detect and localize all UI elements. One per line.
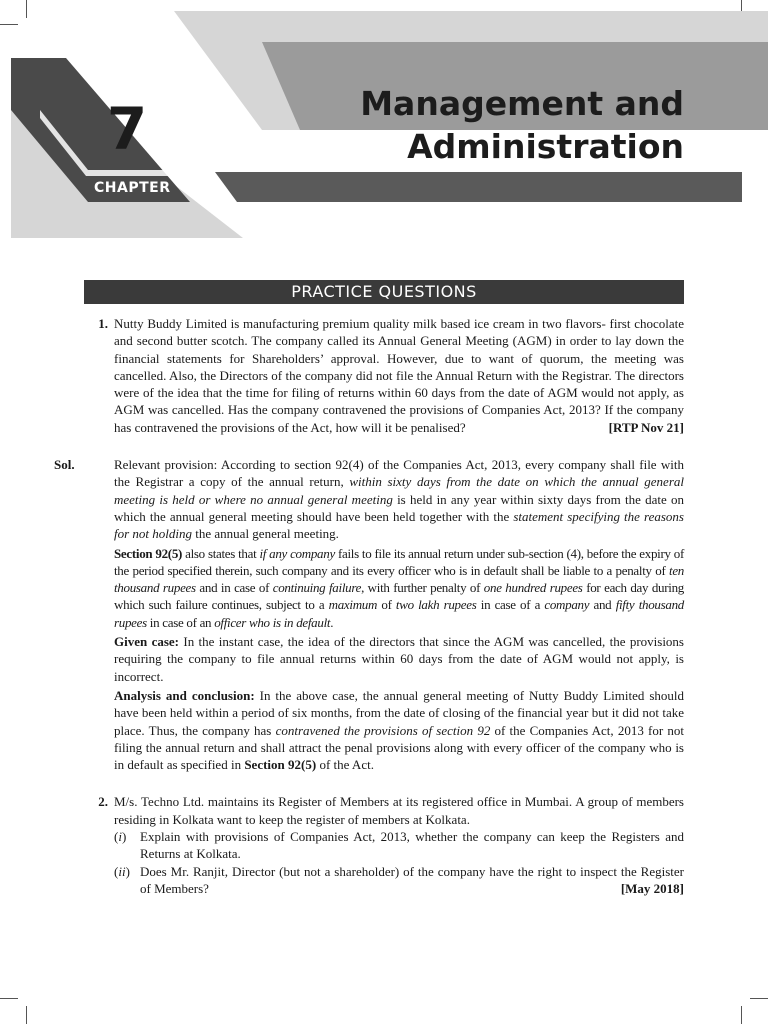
crop-mark [26, 1006, 27, 1024]
sub-question-ii [114, 863, 684, 898]
chapter-title-line1: Management and [360, 84, 684, 123]
sub-question-text: Does Mr. Ranjit, Director (but not a shareholder) of the company have the right to inspect the Register of Members? [140, 863, 684, 896]
solution-1 [54, 456, 685, 773]
question-2 [84, 793, 684, 897]
solution-paragraph: Relevant provision: According to section 92(4) of the Companies Act, 2013, every company shall file with the Registrar a copy of the annual return, within sixty days from the date on which the annual general meeting is held or where no annual general meeting is held in any year within sixty days from the date on which the annual general meeting should have been held together with the statement specifying the reasons for not holding the annual general meeting. [114, 457, 684, 542]
sub-question-number: (ii) [114, 863, 130, 879]
chapter-title [360, 82, 684, 168]
chapter-number: 7 [106, 95, 148, 163]
page-content [54, 315, 685, 897]
crop-mark [0, 998, 18, 999]
question-number: 1. [98, 316, 108, 331]
sub-question-i [114, 828, 684, 863]
crop-mark [741, 1006, 742, 1024]
solution-paragraph: Section 92(5) also states that if any company fails to file its annual return under sub-section (4), before the expiry of the period specified therein, such company and its every officer who is in default shall be liable to a penalty of ten thousand rupees and in case of continuing failure, with further penalty of one hundred rupees for each day during which such failure continues, subject to a maximum of two lakh rupees in case of a company and fifty thousand rupees in case of an officer who is in default. [114, 545, 684, 630]
crop-mark [750, 998, 768, 999]
solution-paragraph: Analysis and conclusion: In the above case, the annual general meeting of Nutty Buddy Limited should have been held within a period of six months, from the date of closing of the financial year but it did not take place. Thus, the company has contravened the provisions of section 92 of the Companies Act, 2013 for not filing the annual return and shall attract the penal provisions along with every officer of the company who is in default as specified in Section 92(5) of the Act. [114, 687, 685, 773]
sub-question-number: (i) [114, 829, 127, 845]
question-reference: [RTP Nov 21] [608, 419, 684, 435]
question-reference: [May 2018] [620, 880, 684, 896]
question-number: 2. [98, 794, 108, 810]
header-band-base [215, 172, 742, 202]
sub-question-text: Explain with provisions of Companies Act, 2013, whether the company can keep the Registers and Returns at Kolkata. [140, 829, 684, 862]
question-1 [84, 315, 684, 436]
chapter-title-line2: Administration [407, 127, 684, 166]
chapter-label: CHAPTER [94, 180, 171, 196]
solution-paragraph: Given case: In the instant case, the idea of the directors that since the AGM was cancelled, the provisions requiring the company to file annual returns within 60 days from the date of AGM would not apply, is incorrect. [114, 634, 684, 684]
solution-label: Sol. [54, 457, 75, 473]
section-heading: PRACTICE QUESTIONS [84, 280, 684, 304]
question-text: M/s. Techno Ltd. maintains its Register of Members at its registered office in Mumbai. A group of members residing in Kolkata want to keep the register of members at Kolkata. [114, 794, 684, 827]
question-text: Nutty Buddy Limited is manufacturing premium quality milk based ice cream in two flavors- first chocolate and second butter scotch. The company called its Annual General Meeting (AGM) in order to lay down the financial statements for Shareholders’ approval. However, due to want of quorum, the meeting was cancelled. Also, the Directors of the company did not file the Annual Return with the Registrar. The directors were of the idea that the time for filing of returns within 60 days from the date of AGM would not apply, as AGM was cancelled. Has the company contravened the provisions of Companies Act, 2013? If the company has contravened the provisions of the Act, how will it be penalised? [RTP Nov 21] [114, 316, 684, 435]
